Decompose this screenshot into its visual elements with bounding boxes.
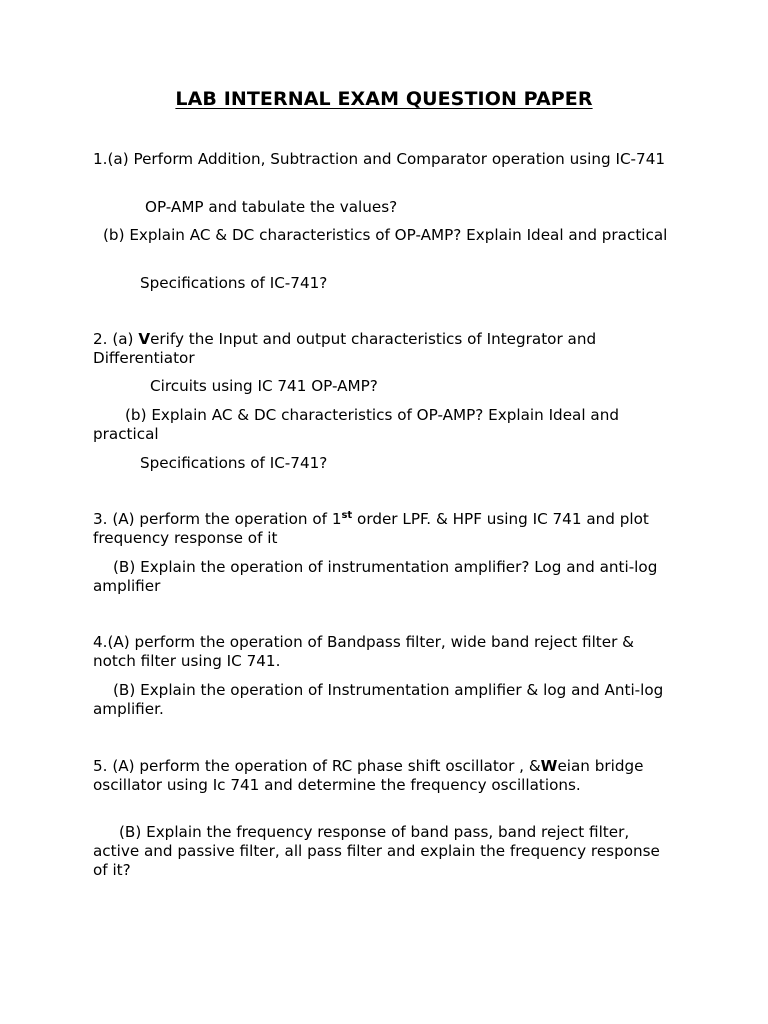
question-1a: 1.(a) Perform Addition, Subtraction and Comparator operation using IC-741 (93, 150, 666, 168)
question-5b: (B) Explain the frequency response of band pass, band reject filter, active and passive filter, all pass filter and explain the frequency response of it? (93, 823, 660, 879)
question-3a-prefix: 3. (A) perform the operation of 1 (93, 510, 342, 528)
page-title: LAB INTERNAL EXAM QUESTION PAPER (175, 88, 593, 110)
question-2a-continuation: Circuits using IC 741 OP-AMP? (150, 377, 378, 395)
question-2a-rest: erify the Input and output characteristics of Integrator and Differentiator (93, 330, 597, 367)
question-1a-continuation: OP-AMP and tabulate the values? (145, 198, 398, 216)
question-2a-bold-letter: V (138, 330, 151, 348)
question-4b: (B) Explain the operation of Instrumentation amplifier & log and Anti-log amplifier. (93, 681, 664, 718)
question-4a: 4.(A) perform the operation of Bandpass filter, wide band reject filter & notch filter using IC 741. (93, 633, 635, 670)
question-5a-bold-letter: W (540, 757, 558, 775)
question-3a (93, 510, 673, 548)
question-2b: (b) Explain AC & DC characteristics of OP-AMP? Explain Ideal and practical (93, 406, 619, 443)
question-1b-continuation: Specifications of IC-741? (140, 274, 328, 292)
question-5a-rest: eian bridge oscillator using Ic 741 and determine the frequency oscillations. (93, 757, 644, 794)
question-5a-prefix: 5. (A) perform the operation of RC phase shift oscillator , & (93, 757, 541, 775)
question-2a (93, 330, 673, 368)
question-1b: (b) Explain AC & DC characteristics of OP-AMP? Explain Ideal and practical (103, 226, 668, 244)
question-2b-continuation: Specifications of IC-741? (140, 454, 328, 472)
question-3a-rest: order LPF. & HPF using IC 741 and plot frequency response of it (93, 510, 649, 547)
question-3a-superscript: st (341, 509, 353, 521)
question-2a-prefix: 2. (a) (93, 330, 139, 348)
question-3b: (B) Explain the operation of instrumentation amplifier? Log and anti-log amplifier (93, 558, 658, 595)
question-5a (93, 757, 673, 795)
